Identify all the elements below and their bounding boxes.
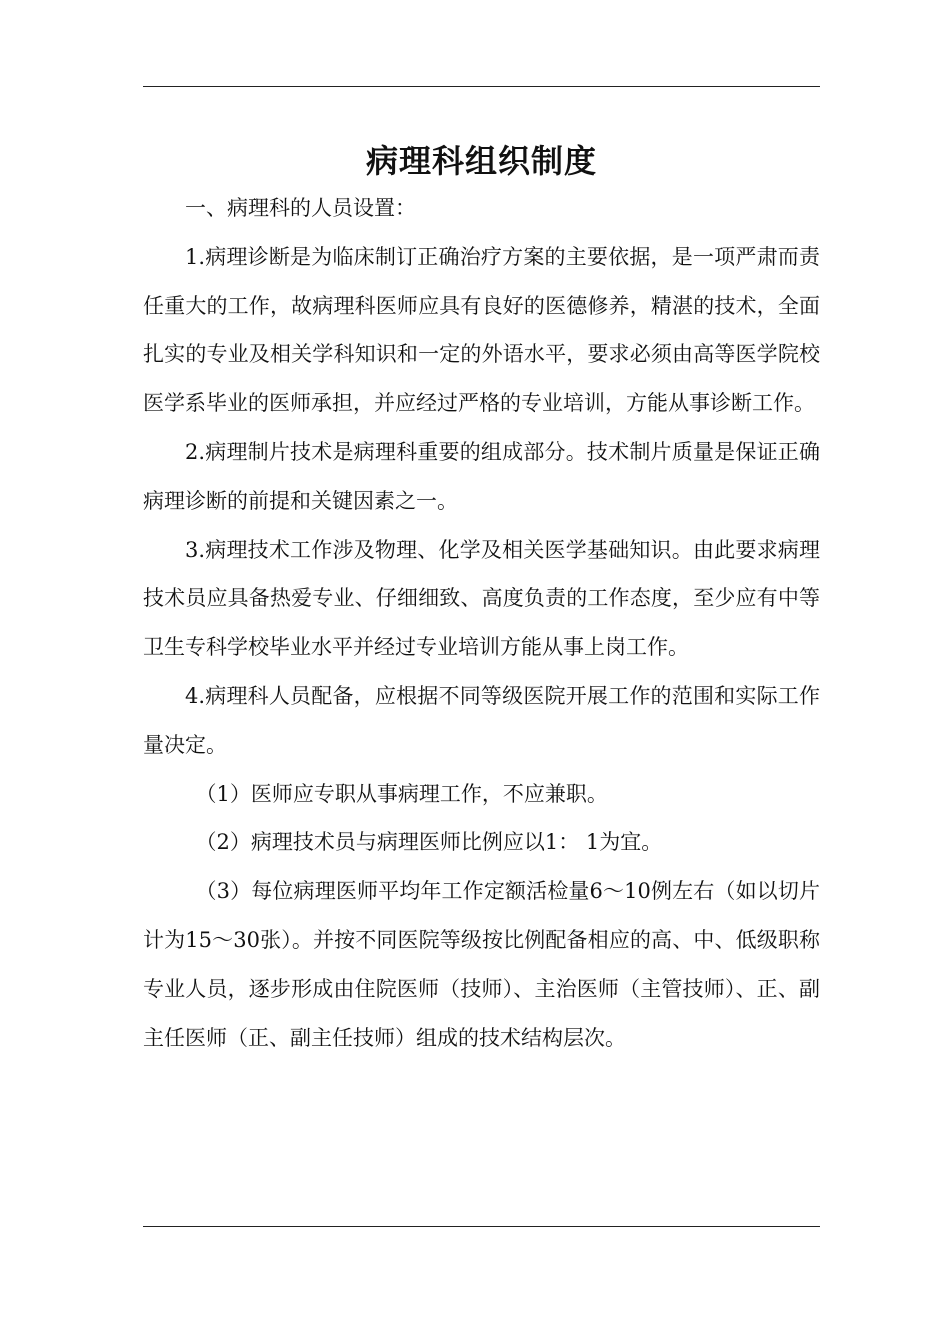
header-rule <box>143 86 820 87</box>
footer-rule <box>143 1226 820 1227</box>
document-body <box>143 184 820 1062</box>
section-heading: 一、病理科的人员设置： <box>185 196 416 220</box>
sub-item-2: （2）病理技术员与病理医师比例应以1： 1为宜。 <box>195 830 663 855</box>
paragraph-2: 2.病理制片技术是病理科重要的组成部分。技术制片质量是保证正确病理诊断的前提和关键因素之一。 <box>143 439 820 513</box>
sub-item-3: （3）每位病理医师平均年工作定额活检量6～10例左右（如以切片计为15～30张）。并按不同医院等级按比例配备相应的高、中、低级职称专业人员，逐步形成由住院医师（技师）、主治医师（主管技师）、正、副主任医师（正、副主任技师）组成的技术结构层次。 <box>143 879 820 1050</box>
paragraph-4: 4.病理科人员配备，应根据不同等级医院开展工作的范围和实际工作量决定。 <box>143 683 820 757</box>
document-title: 病理科组织制度 <box>365 142 597 181</box>
paragraph-1: 1.病理诊断是为临床制订正确治疗方案的主要依据，是一项严肃而责任重大的工作，故病理科医师应具有良好的医德修养，精湛的技术，全面扎实的专业及相关学科知识和一定的外语水平，要求必须由高等医学院校医学系毕业的医师承担，并应经过严格的专业培训，方能从事诊断工作。 <box>143 244 820 416</box>
paragraph-3: 3.病理技术工作涉及物理、化学及相关医学基础知识。由此要求病理技术员应具备热爱专业、仔细细致、高度负责的工作态度，至少应有中等卫生专科学校毕业水平并经过专业培训方能从事上岗工作。 <box>143 537 820 660</box>
sub-item-1: （1）医师应专职从事病理工作，不应兼职。 <box>195 781 608 806</box>
